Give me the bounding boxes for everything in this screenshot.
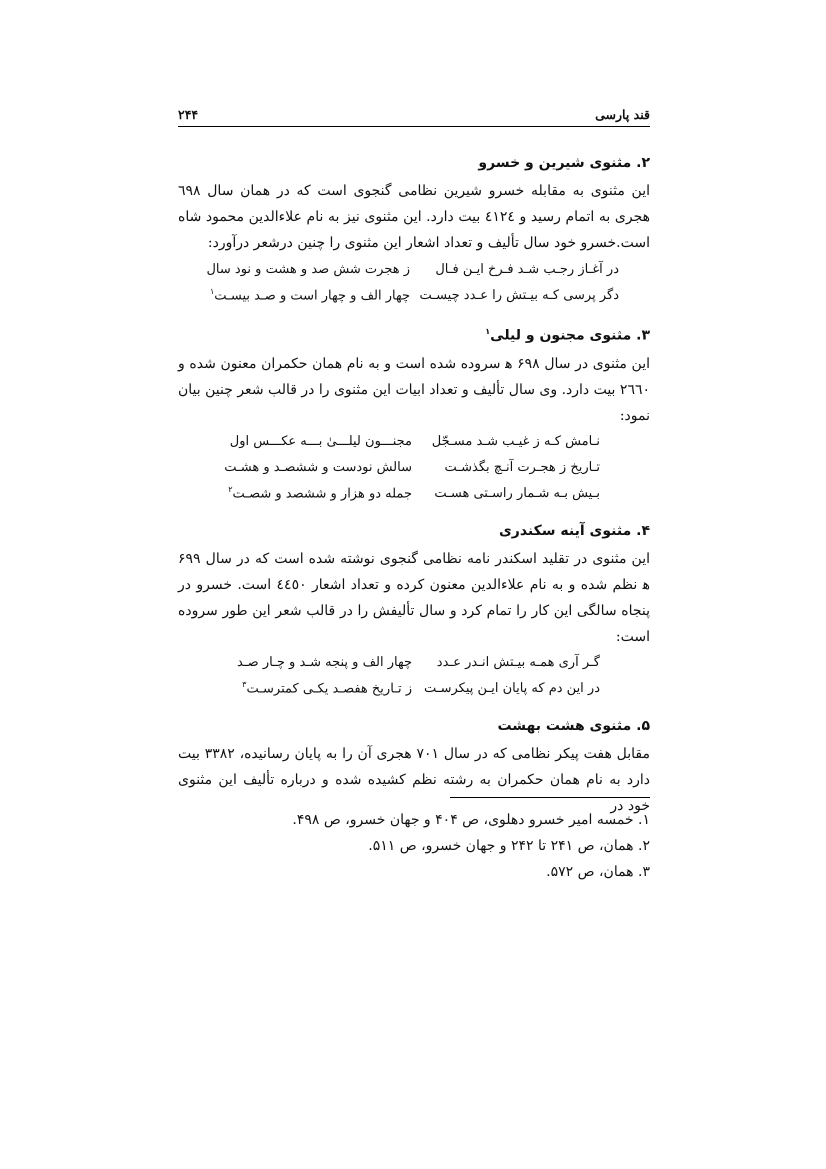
section-ayeneh-sekandari: [178, 520, 650, 702]
hemistich-first: بـیش بـه شـمار راسـتی هسـت: [434, 486, 600, 502]
footnote-ref: ۳: [242, 680, 247, 690]
hemistich-second: چهار الف و پنجه شـد و چـار صـد: [237, 655, 412, 671]
footnote-ref: ۱: [485, 327, 491, 336]
footnote: ۲. همان، ص ۲۴۱ تا ۲۴۲ و جهان خسرو، ص ۵۱۱.: [368, 838, 650, 854]
section-paragraph: این مثنوی در سال ۶۹۸ ﻫ سروده شده است و به نام همان حکمران معنون شده و ٢٦٦٠ بیت دارد. وی سال تألیف و تعداد ابیات این مثنوی را در قالب شعر چنین بیان نمود:: [178, 355, 650, 424]
page-body: [178, 152, 650, 832]
hemistich-second: سالش نودست و ششصـد و هشـت: [224, 460, 412, 476]
hemistich-second: ز هجرت شش صد و هشت و نود سال: [206, 261, 410, 277]
verse-line: [178, 429, 650, 455]
verse-line: [178, 282, 650, 308]
hemistich-second: ز تـاریخ هفصـد یکـی کمترسـت$^۳$: [242, 680, 412, 697]
verse-line: [178, 481, 650, 507]
verse-line: [178, 256, 650, 282]
hemistich-second: مجنـــون لیلـــیٰ بـــه عکـــس اول: [229, 434, 412, 450]
footnote-ref: ۲: [228, 485, 233, 495]
footnote-ref: ۱: [210, 286, 215, 296]
section-heading: ۵. مثنوی هشت بهشت: [497, 717, 650, 734]
page-number: ۲۴۴: [178, 107, 199, 122]
footnote: ۳. همان، ص ۵۷۲.: [546, 864, 650, 880]
section-heading: ۴. مثنوی آینه سکندری: [498, 522, 650, 539]
hemistich-first: گـر آری همـه بیـتش انـدر عـدد: [436, 655, 600, 671]
footnote: ۱. خمسه امیر خسرو دهلوی، ص ۴۰۴ و جهان خسرو، ص ۴۹۸.: [292, 812, 650, 828]
footnote-separator: [450, 797, 650, 798]
hemistich-first: در این دم که پایان ایـن پیکرسـت: [424, 681, 600, 697]
verse-block: [178, 650, 650, 702]
running-header: [178, 104, 650, 127]
verse-block: [178, 256, 650, 308]
hemistich-first: در آغـاز رجـب شـد فـرخ ایـن فـال: [435, 261, 619, 277]
hemistich-first: تـاریخ ز هجـرت آنـچ بگذشـت: [444, 460, 600, 476]
section-paragraph: این مثنوی در تقلید اسکندر نامه نظامی گنجوی نوشته شده است که در سال ۶۹۹ ﻫ نظم شده و به نام علاءالدین معنون کرده و تعداد اشعار ٤٤٥٠ است. خسرو در پنجاه سالگی این کار را تمام کرد و سال تألیفش را در قالب شعر این طور سروده است:: [178, 550, 650, 645]
verse-block: [178, 429, 650, 507]
section-heading: ۳. مثنوی مجنون و لیلی$^۱$: [485, 327, 650, 344]
verse-line: [178, 676, 650, 702]
section-paragraph: مقابل هفت پیکر نظامی که در سال ۷۰۱ هجری آن را به پایان رسانیده، ۳۳۸۲ بیت دارد به نام همان حکمران به رشته نظم کشیده شده و درباره تألیف این مثنوی خود در: [178, 745, 650, 814]
section-majnun-leyli: [178, 321, 650, 507]
hemistich-second: جمله دو هزار و ششصد و شصـت$^۲$: [228, 485, 412, 502]
section-hasht-behesht: [178, 715, 650, 819]
footnotes: [178, 807, 650, 885]
section-heading: ۲. مثنوی شیرین و خسرو: [478, 155, 650, 171]
hemistich-first: دگر پرسی کـه بیـتش را عـدد چیسـت: [419, 287, 619, 303]
section-shirin-khosrow: [178, 152, 650, 308]
section-paragraph: این مثنوی به مقابله خسرو شیرین نظامی گنجوی است که در همان سال ٦٩٨ هجری به اتمام رسید و ٤١٢٤ بیت دارد. این مثنوی نیز به نام علاءالدین محمود شاه است.خسرو خود سال تألیف و تعداد اشعار این مثنوی را چنین درشعر درآورد:: [178, 183, 650, 251]
hemistich-second: چهار الف و چهار است و صـد بیسـت$^۱$: [210, 286, 410, 304]
verse-line: [178, 455, 650, 481]
verse-line: [178, 650, 650, 676]
hemistich-first: نـامش کـه ز غیـب شـد مسـجّل: [431, 434, 600, 450]
running-title: قند پارسی: [595, 107, 650, 122]
